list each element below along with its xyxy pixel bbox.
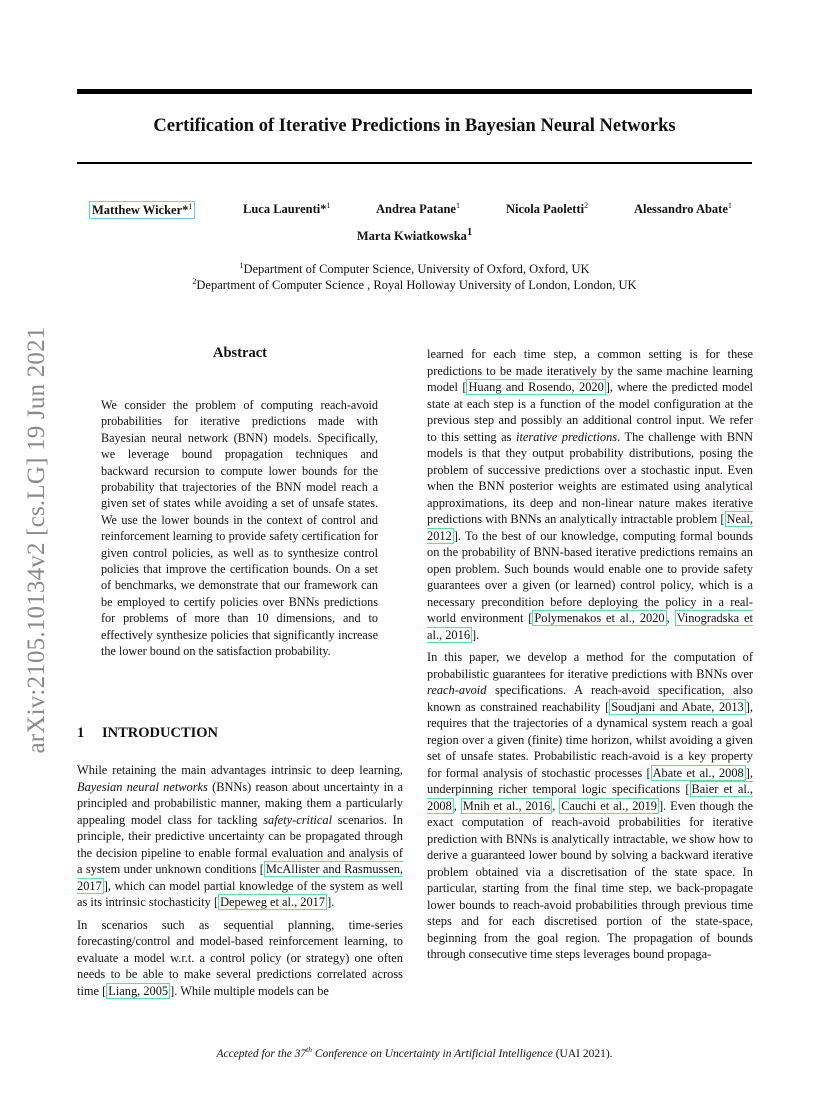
citation-link[interactable]: Baier et al., 2008 [427, 782, 753, 813]
citation-link[interactable]: Liang, 2005 [108, 983, 169, 998]
citation-link[interactable]: Abate et al., 2008 [652, 765, 744, 780]
paragraph: In this paper, we develop a method for the computation of probabilistic guarantees for iterative predictions with BNNs over reach-avoid specifications. A reach-avoid specification, also known as constrained reachability [ Soudjani and Abate, 2013 ], requires that the trajectories of a dynamical system reach a goal region over a given (finite) time horizon, whilst avoiding a given set of unsafe states. Probabilistic reach-avoid is a key property for formal analysis of stochastic processes [ Abate et al., 2008 ], underpinning richer temporal logic specifications [ Baier et al., 2008 , Mnih et al., 2016 , Cauchi et al., 2019 ]. Even though the exact computation of reach-avoid probabilities for iterative prediction with BNNs is analytically intractable, we show how to derive a guaranteed lower bound by solving a backward iterative problem obtained via a discretisation of the state space. In particular, starting from the final time step, we back-propagate lower bounds to reach-avoid probabilities through previous time steps and for each discretised portion of the state-space, beginning from the goal region. The propagation of bounds through consecutive time steps leverages bound propaga- [427, 650, 753, 961]
abstract-text: We consider the problem of computing reach-avoid probabilities for iterative predictions made with Bayesian neural network (BNN) models. Specifically, we leverage bound propagation techniques and backward recursion to compute lower bounds for the probability that trajectories of the BNN model reach a given set of states while avoiding a set of unsafe states. We use the lower bounds in the context of control and reinforcement learning to provide safety certification for given control policies, as well as to synthesize control policies that improve the certification bounds. On a set of benchmarks, we demonstrate that our framework can be employed to certify policies over BNNs predictions for problems of more than 10 dimensions, and to effectively synthesize policies that significantly increase the lower bound on the satisfaction probability. [101, 398, 378, 659]
author: Luca Laurenti*$^1$ [243, 201, 331, 217]
author: Marta Kwiatkowska$^1$ [356, 227, 473, 244]
abstract-heading: Abstract [213, 345, 267, 361]
title-bottom-rule [77, 162, 752, 164]
citation-link[interactable]: Vinogradska et al., 2016 [427, 611, 753, 642]
affiliation: $^1$Department of Computer Science, University of Oxford, Oxford, UK [239, 261, 590, 277]
arxiv-stamp: arXiv:2105.10134v2 [cs.LG] 19 Jun 2021 [23, 326, 50, 754]
author: Nicola Paoletti$^2$ [506, 201, 589, 217]
section-heading: 1 INTRODUCTION [77, 725, 219, 741]
citation-link[interactable]: Huang and Rosendo, 2020 [468, 380, 604, 394]
paper-title: Certification of Iterative Predictions in Bayesian Neural Networks [153, 116, 676, 136]
paragraph: In scenarios such as sequential planning, time-series forecasting/control and model-based reinforcement learning, to evaluate a model w.r.t. a control policy (or strategy) one often needs to be able to make several predictions correlated across time [ Liang, 2005 ]. While multiple models can be [77, 917, 403, 998]
citation-link[interactable]: Depeweg et al., 2017 [220, 895, 326, 909]
citation-link[interactable]: Mnih et al., 2016 [462, 798, 551, 813]
citation-link[interactable]: McAllister and Rasmussen, 2017 [77, 862, 404, 893]
affiliation: $^2$Department of Computer Science , Royal Holloway University of London, London, UK [192, 277, 637, 293]
introduction-body [77, 762, 403, 999]
author-link[interactable]: Matthew Wicker*$^1$ [89, 201, 195, 219]
citation-link[interactable]: Polymenakos et al., 2020 [534, 611, 665, 625]
paragraph: learned for each time step, a common setting is for these predictions to be made iteratively by the same machine learning model [ Huang and Rosendo, 2020 ], where the predicted model state at each step is a function of the model configuration at the previous step and possibly an additional control input. We refer to this setting as iterative predictions. The challenge with BNN models is that they output probability distributions, posing the problem of successive predictions over a stochastic input. Even when the BNN posterior weights are estimated using analytical approximations, its deep and non-linear nature makes iterative predictions with BNNs an analytically intractable problem [ Neal, 2012 ]. To the best of our knowledge, computing formal bounds on the probability of BNN-based iterative predictions remains an open problem. Such bounds would enable one to provide safety guarantees over a given (or learned) control policy, which is a necessary precondition before deploying the policy in a real-world environment [ Polymenakos et al., 2020 , Vinogradska et al., 2016 ]. [427, 347, 754, 642]
author: Alessandro Abate$^1$ [634, 201, 732, 217]
paragraph: While retaining the main advantages intrinsic to deep learning, Bayesian neural networks (BNNs) reason about uncertainty in a principled and probabilistic manner, making them a particularly appealing model class for tackling safety-critical scenarios. In principle, their predictive uncertainty can be propagated through the decision pipeline to enable formal evaluation and analysis of a system under unknown conditions [ McAllister and Rasmussen, 2017 ], which can model partial knowledge of the system as well as its intrinsic stochasticity [ Depeweg et al., 2017 ]. [77, 763, 404, 909]
citation-link[interactable]: Cauchi et al., 2019 [561, 798, 657, 813]
right-column-body [427, 346, 753, 963]
title-top-rule [77, 89, 752, 94]
conference-footer: Accepted for the 37th Conference on Uncertainty in Artificial Intelligence (UAI 2021). [216, 1045, 613, 1060]
author: Andrea Patane$^1$ [376, 201, 460, 217]
citation-link[interactable]: Neal, 2012 [427, 512, 753, 543]
citation-link[interactable]: Soudjani and Abate, 2013 [611, 699, 744, 714]
